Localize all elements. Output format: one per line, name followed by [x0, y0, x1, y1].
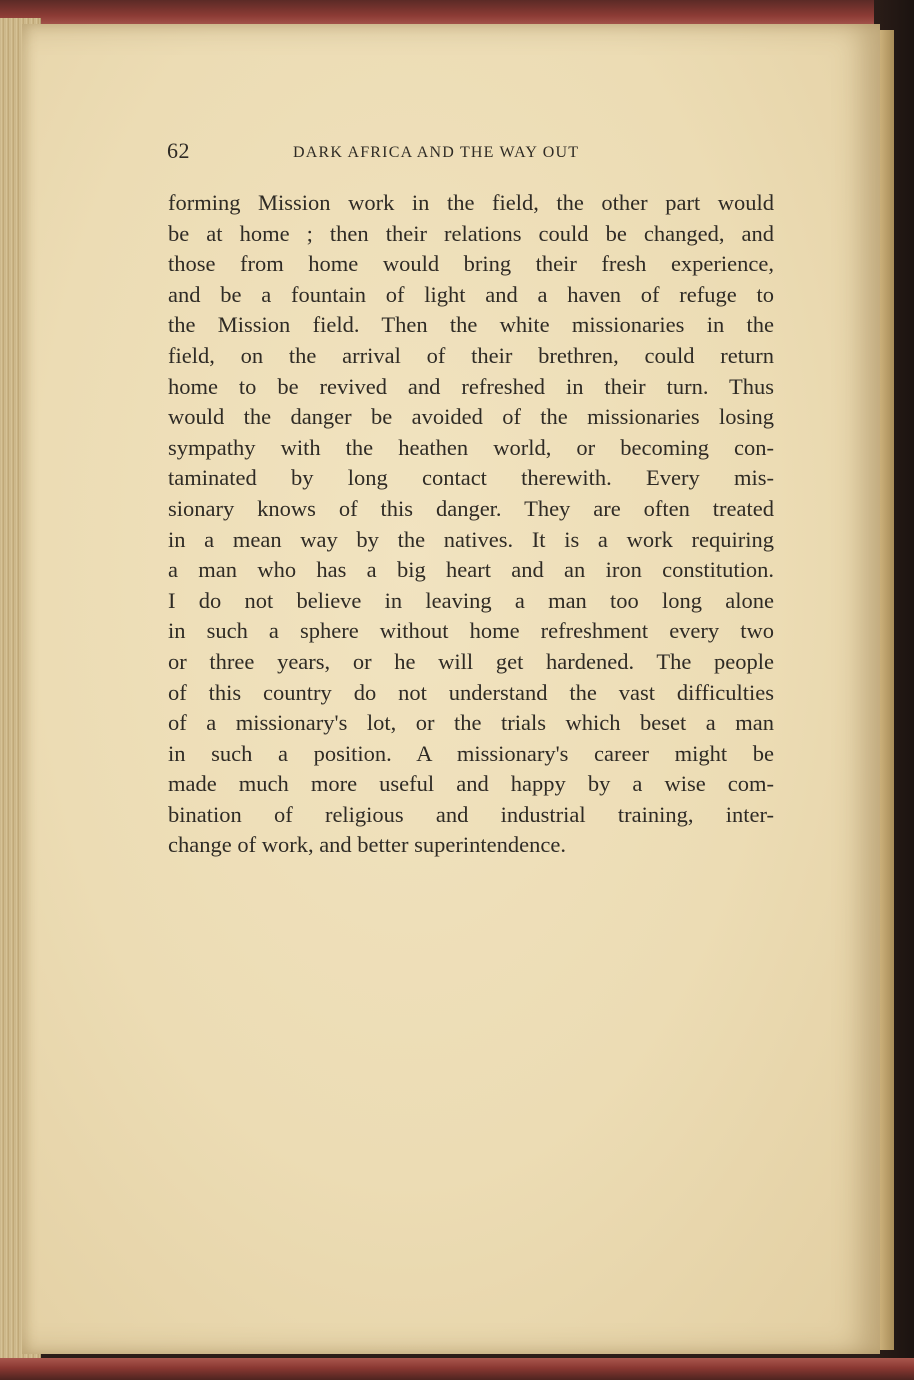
text-line: or three years, or he will get hardened. The people [168, 648, 774, 674]
text-line: sympathy with the heathen world, or becoming con- [168, 434, 774, 460]
text-line: made much more useful and happy by a wise com- [168, 771, 774, 797]
text-line: in a mean way by the natives. It is a work requiring [168, 526, 774, 552]
text-line: of this country do not understand the vast difficulties [168, 679, 774, 705]
text-line: would the danger be avoided of the missionaries losing [168, 404, 774, 430]
text-line: taminated by long contact therewith. Every mis- [168, 465, 774, 491]
text-line: home to be revived and refreshed in their turn. Thus [168, 373, 774, 399]
text-line: bination of religious and industrial training, inter- [168, 801, 774, 827]
text-line: field, on the arrival of their brethren, could return [168, 342, 774, 368]
text-line: those from home would bring their fresh experience, [168, 251, 774, 277]
text-line: be at home ; then their relations could be changed, and [168, 220, 774, 246]
text-line: the Mission field. Then the white missionaries in the [168, 312, 774, 338]
body-paragraph [168, 188, 774, 861]
text-line: I do not believe in leaving a man too long alone [168, 587, 774, 613]
page-number: 62 [167, 138, 190, 163]
book-binding-top [0, 0, 914, 26]
text-line: in such a sphere without home refreshment every two [168, 618, 774, 644]
text-line: sionary knows of this danger. They are often treated [168, 495, 774, 521]
text-line: forming Mission work in the field, the other part would [168, 190, 774, 215]
text-line: a man who has a big heart and an iron constitution. [168, 557, 774, 583]
running-title: DARK AFRICA AND THE WAY OUT [293, 144, 580, 161]
running-head [167, 138, 647, 168]
book-binding-bottom [0, 1358, 914, 1380]
text-line: of a missionary's lot, or the trials which beset a man [168, 710, 774, 736]
text-line: change of work, and better superintendence. [168, 832, 566, 858]
text-line: in such a position. A missionary's career might be [168, 740, 774, 766]
text-line: and be a fountain of light and a haven of refuge to [168, 281, 774, 307]
